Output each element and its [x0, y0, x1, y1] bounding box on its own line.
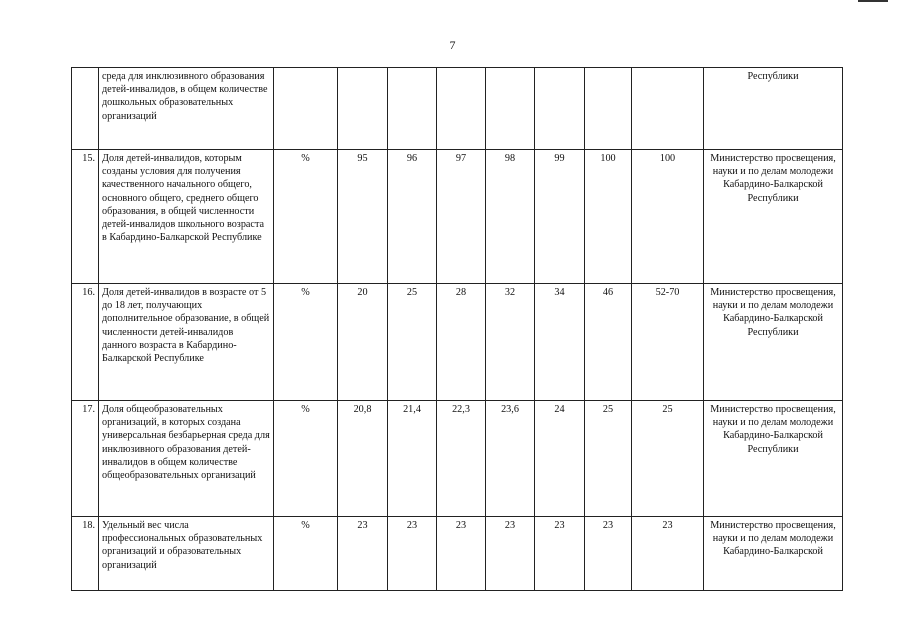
value-cell: 46: [585, 284, 632, 401]
value-cell: [437, 68, 486, 150]
value-cell: 32: [486, 284, 535, 401]
value-cell: 23,6: [486, 401, 535, 517]
indicators-table: [71, 67, 843, 591]
responsible-cell: Министерство просвещения, науки и по делам молодежи Кабардино-Балкарской Республики: [704, 284, 843, 401]
value-cell: 23: [632, 517, 704, 591]
value-cell: 97: [437, 150, 486, 284]
value-cell: [585, 68, 632, 150]
value-cell: 23: [585, 517, 632, 591]
responsible-cell: Министерство просвещения, науки и по делам молодежи Кабардино-Балкарской: [704, 517, 843, 591]
value-cell: 24: [535, 401, 585, 517]
value-cell: 23: [338, 517, 388, 591]
row-number: 15.: [72, 150, 99, 284]
value-cell: 20,8: [338, 401, 388, 517]
indicator-name: Удельный вес числа профессиональных образовательных организаций и образовательных организаций: [99, 517, 274, 591]
table-row: [72, 150, 843, 284]
value-cell: 23: [535, 517, 585, 591]
value-cell: 23: [388, 517, 437, 591]
value-cell: [486, 68, 535, 150]
responsible-cell: Республики: [704, 68, 843, 150]
row-number: 16.: [72, 284, 99, 401]
value-cell: 28: [437, 284, 486, 401]
value-cell: 96: [388, 150, 437, 284]
responsible-cell: Министерство просвещения, науки и по делам молодежи Кабардино-Балкарской Республики: [704, 401, 843, 517]
value-cell: 95: [338, 150, 388, 284]
indicator-name: Доля детей-инвалидов в возрасте от 5 до 18 лет, получающих дополнительное образование, в общей численности детей-инвалидов данного возраста в Кабардино-Балкарской Республике: [99, 284, 274, 401]
row-number: 17.: [72, 401, 99, 517]
value-cell: 22,3: [437, 401, 486, 517]
value-cell: 100: [632, 150, 704, 284]
value-cell: 100: [585, 150, 632, 284]
value-cell: 98: [486, 150, 535, 284]
table-row: [72, 401, 843, 517]
value-cell: 99: [535, 150, 585, 284]
value-cell: 34: [535, 284, 585, 401]
page-number: 7: [449, 38, 456, 52]
unit-cell: %: [274, 401, 338, 517]
value-cell: [388, 68, 437, 150]
value-cell: [632, 68, 704, 150]
value-cell: 25: [632, 401, 704, 517]
value-cell: 21,4: [388, 401, 437, 517]
unit-cell: %: [274, 150, 338, 284]
unit-cell: [274, 68, 338, 150]
value-cell: 23: [437, 517, 486, 591]
responsible-cell: Министерство просвещения, науки и по делам молодежи Кабардино-Балкарской Республики: [704, 150, 843, 284]
row-number: [72, 68, 99, 150]
indicator-name: Доля детей-инвалидов, которым созданы условия для получения качественного начального общего, основного общего, среднего общего образования, в общей численности детей-инвалидов школьного возраста в Кабардино-Балкарской Республике: [99, 150, 274, 284]
corner-mark: [858, 0, 888, 2]
table-row: [72, 284, 843, 401]
table-row: [72, 68, 843, 150]
unit-cell: %: [274, 517, 338, 591]
indicator-name: Доля общеобразовательных организаций, в которых создана универсальная безбарьерная среда для инклюзивного образования детей-инвалидов в общем количестве общеобразовательных организаций: [99, 401, 274, 517]
value-cell: 23: [486, 517, 535, 591]
value-cell: 20: [338, 284, 388, 401]
row-number: 18.: [72, 517, 99, 591]
unit-cell: %: [274, 284, 338, 401]
value-cell: 52-70: [632, 284, 704, 401]
value-cell: 25: [585, 401, 632, 517]
indicator-name: среда для инклюзивного образования детей-инвалидов, в общем количестве дошкольных образовательных организаций: [99, 68, 274, 150]
table-row: [72, 517, 843, 591]
value-cell: [535, 68, 585, 150]
value-cell: [338, 68, 388, 150]
value-cell: 25: [388, 284, 437, 401]
